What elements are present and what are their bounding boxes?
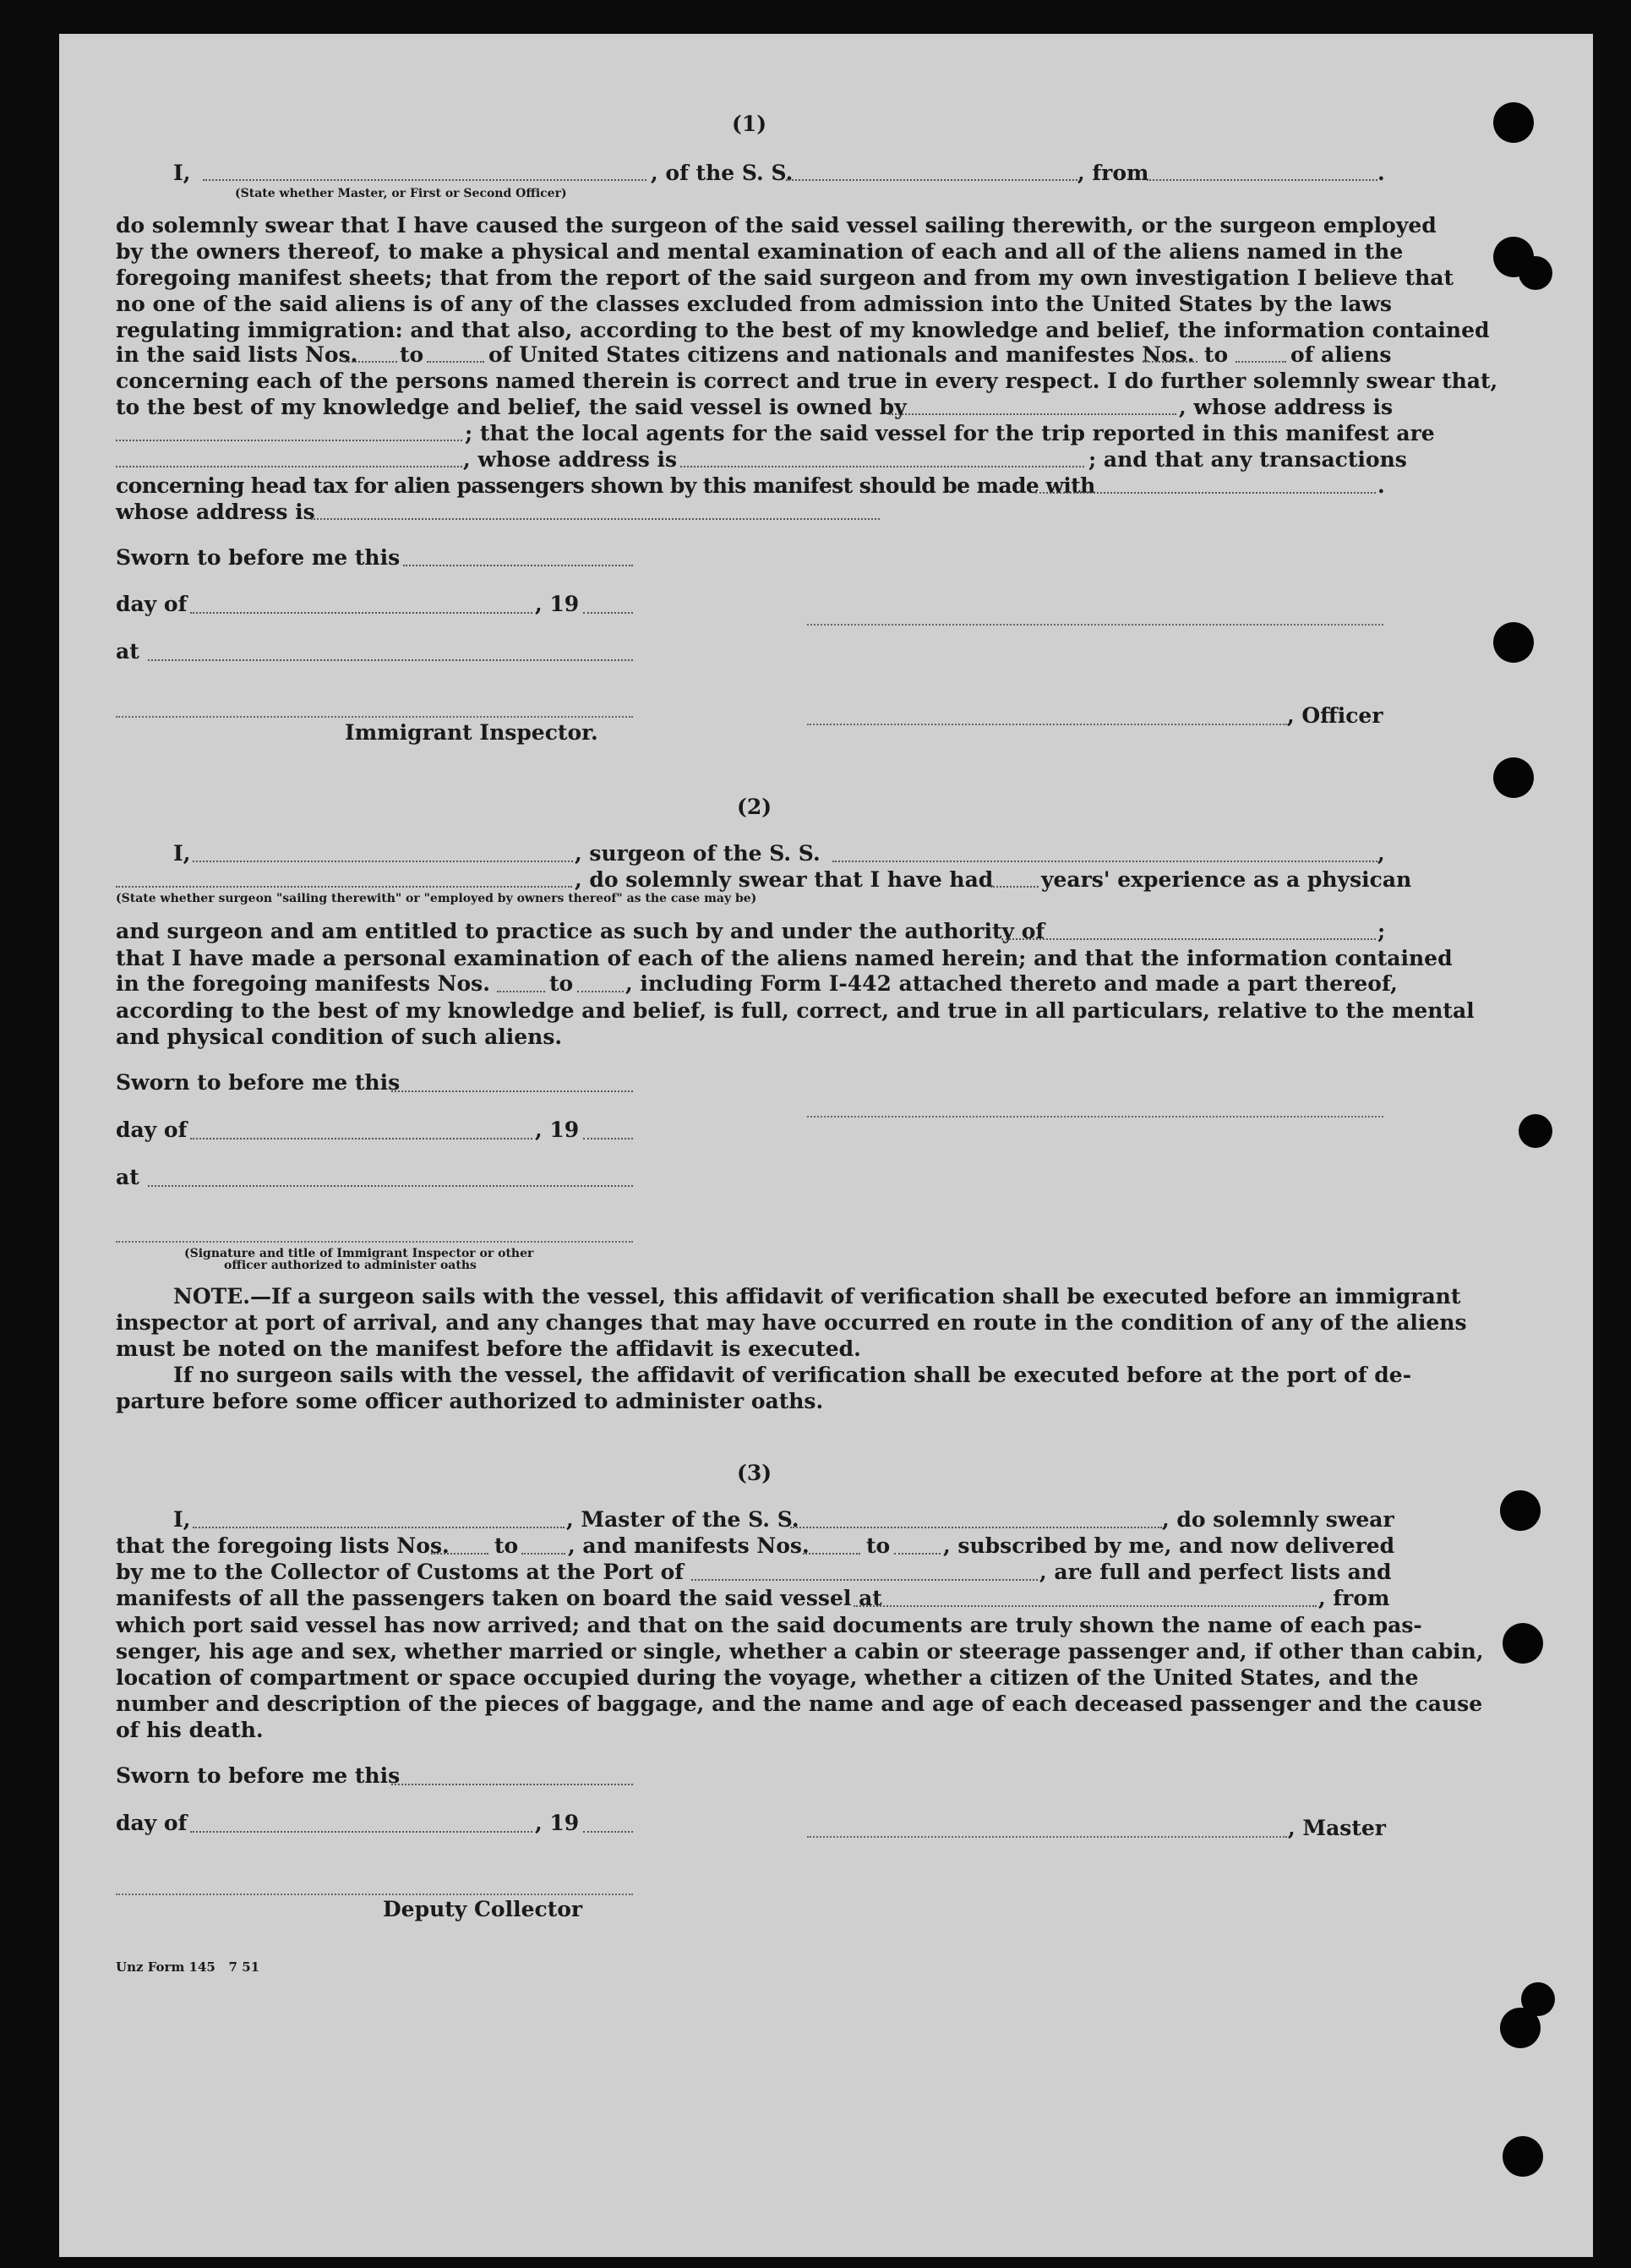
s2-hint: (State whether surgeon "sailing therewith" or "employed by owners thereof" as the case may be) [116, 892, 757, 905]
s2-nineteen: , 19 [535, 1118, 580, 1142]
s3-l2-to2: to [866, 1533, 891, 1558]
s3-i: I, [173, 1507, 191, 1532]
s1-body-line: do solemnly swear that I have caused the surgeon of the said vessel sailing therewith, or the surgeon employed [116, 213, 1437, 238]
s1-nos-b: of United States citizens and nationals and manifestes Nos. [488, 342, 1195, 367]
s3-l3-b: , are full and perfect lists and [1039, 1560, 1392, 1584]
s2-authority-field[interactable] [1001, 938, 1376, 940]
s3-master-label: , Master [1288, 1816, 1386, 1840]
s2-vessel-field[interactable] [832, 861, 1377, 862]
s3-day-field[interactable] [190, 1831, 532, 1833]
s1-officer-field[interactable] [203, 179, 646, 181]
s1-body [116, 212, 1490, 343]
s1-nos-a: in the said lists Nos. [116, 342, 358, 367]
s3-body [116, 1612, 1484, 1743]
s3-swear: , do solemnly swear [1162, 1507, 1394, 1532]
punch-hole [1503, 2136, 1543, 2177]
s3-lists-from-field[interactable] [431, 1553, 488, 1555]
s3-l4-b: , from [1318, 1586, 1390, 1610]
s3-master: , Master of the S. S. [566, 1507, 799, 1532]
s2-l5-to: to [549, 971, 574, 996]
s3-l2-a: that the foregoing lists Nos. [116, 1533, 450, 1558]
s3-body-line: location of compartment or space occupied during the voyage, whether a citizen of the United States, and the [116, 1665, 1419, 1690]
s1-nos-to1: to [400, 342, 424, 367]
s1-headtax: concerning head tax for alien passengers shown by this manifest should be made with [116, 473, 1095, 498]
s2-body-line: that I have made a personal examination of each of the aliens named herein; and that the information contained [116, 946, 1453, 970]
s1-agents: ; that the local agents for the said vessel for the trip reported in this manifest are [465, 421, 1435, 445]
s3-day-of: day of [116, 1811, 188, 1835]
s1-nos-to-field[interactable] [427, 361, 484, 363]
s3-manifests-from-field[interactable] [803, 1553, 860, 1555]
s1-from-field[interactable] [1147, 179, 1377, 181]
s2-sig-hint-1: (Signature and title of Immigrant Inspector or other [184, 1247, 534, 1260]
punch-hole [1493, 622, 1534, 663]
s1-day-of: day of [116, 592, 188, 616]
s1-officer-sig-line[interactable] [807, 624, 1383, 626]
s1-period: . [1377, 161, 1385, 185]
s1-concerning: concerning each of the persons named therein is correct and true in every respect. I do further solemnly swear that, [116, 369, 1498, 393]
s1-at-field[interactable] [148, 659, 633, 661]
s3-l2-b: , and manifests Nos. [568, 1533, 810, 1558]
s2-manifest-from-field[interactable] [497, 991, 545, 992]
s1-inspector: Immigrant Inspector. [345, 720, 598, 745]
s2-l5-b: , including Form I-442 attached thereto and made a part thereof, [625, 971, 1398, 996]
s2-year-field[interactable] [583, 1138, 633, 1139]
s3-year-field[interactable] [583, 1831, 633, 1833]
s2-comma: , [1377, 841, 1385, 866]
s2-day-of: day of [116, 1118, 188, 1142]
s1-officer: , Officer [1287, 703, 1383, 728]
s3-lists-to-field[interactable] [521, 1553, 565, 1555]
s2-i: I, [173, 841, 191, 866]
s3-boarded-at-field[interactable] [854, 1605, 1317, 1607]
s3-master-sig-line[interactable] [807, 1836, 1287, 1838]
s2-manifest-to-field[interactable] [577, 991, 624, 992]
s1-nos-from-field[interactable] [345, 361, 397, 363]
s3-sworn: Sworn to before me this [116, 1763, 401, 1788]
s3-manifests-to-field[interactable] [894, 1553, 941, 1555]
punch-hole [1519, 1114, 1552, 1148]
s2-l3: and surgeon and am entitled to practice as such by and under the authority of [116, 919, 1045, 943]
s2-semicolon: ; [1377, 919, 1386, 943]
s3-body-line: senger, his age and sex, whether married or single, whether a cabin or steerage passenger and, if other than cabin, [116, 1639, 1484, 1664]
note-line: If no surgeon sails with the vessel, the affidavit of verification shall be executed before at the port of de- [173, 1363, 1412, 1387]
form-sheet [59, 34, 1593, 2257]
s2-sworn-field[interactable] [391, 1090, 633, 1092]
s3-master-name-field[interactable] [193, 1527, 565, 1528]
form-number: Unz Form 145 7 51 [116, 1959, 260, 1975]
note-line: parture before some officer authorized to administer oaths. [116, 1389, 824, 1413]
section-1-number: (1) [732, 112, 767, 136]
s1-manifest-to-field[interactable] [1236, 361, 1286, 363]
s2-l4-wrap [116, 945, 1453, 971]
note-line: must be noted on the manifest before the affidavit is executed. [116, 1336, 861, 1361]
s3-deputy: Deputy Collector [383, 1897, 583, 1921]
s1-body-line: foregoing manifest sheets; that from the report of the said surgeon and from my own investigation I believe that [116, 265, 1454, 290]
s3-body-line: of his death. [116, 1718, 264, 1742]
punch-hole [1493, 757, 1534, 798]
s3-l3-a: by me to the Collector of Customs at the Port of [116, 1560, 684, 1584]
s1-owner-field[interactable] [889, 413, 1176, 415]
punch-hole [1493, 102, 1534, 143]
s1-from: , from [1077, 161, 1149, 185]
s3-l2-to1: to [494, 1533, 519, 1558]
s1-nos-to2: to [1204, 342, 1229, 367]
s1-whose-addr: whose address is [116, 500, 315, 524]
s2-at: at [116, 1165, 139, 1189]
s2-sworn: Sworn to before me this [116, 1070, 401, 1095]
s1-officer-name-line[interactable] [807, 724, 1287, 725]
s2-surgeon: , surgeon of the S. S. [575, 841, 821, 866]
s2-at-field[interactable] [148, 1185, 633, 1187]
s2-sig-hint-2: officer authorized to administer oaths [224, 1259, 477, 1272]
punch-hole [1503, 1623, 1543, 1664]
s1-owned-b: , whose address is [1179, 395, 1394, 419]
section-2-number: (2) [737, 795, 772, 819]
s1-headtax-field[interactable] [1035, 492, 1376, 494]
s1-sworn-field[interactable] [403, 565, 633, 566]
s1-owned-a: to the best of my knowledge and belief, the said vessel is owned by [116, 395, 907, 419]
s3-l2-c: , subscribed by me, and now delivered [943, 1533, 1395, 1558]
s2-body-line: and physical condition of such aliens. [116, 1025, 563, 1049]
s1-headtax-period: . [1377, 473, 1385, 498]
s1-sworn: Sworn to before me this [116, 545, 401, 570]
s1-whose-a: , whose address is [463, 447, 678, 472]
s2-swear: , do solemnly swear that I have had [575, 867, 994, 892]
s1-whose-b: ; and that any transactions [1088, 447, 1407, 472]
s1-day-field[interactable] [190, 612, 532, 614]
s3-vessel-field[interactable] [790, 1527, 1162, 1528]
s1-manifest-from-field[interactable] [1143, 361, 1197, 363]
s2-body-line: according to the best of my knowledge and belief, is full, correct, and true in all particulars, relative to the mental [116, 998, 1475, 1023]
punch-hole [1519, 256, 1552, 290]
s1-hint: (State whether Master, or First or Second Officer) [235, 187, 567, 200]
s1-vessel-field[interactable] [786, 179, 1077, 181]
s2-sailing-field[interactable] [116, 886, 572, 888]
s1-body-line: regulating immigration: and that also, according to the best of my knowledge and belief, the information contained [116, 318, 1490, 342]
s1-body-line: no one of the said aliens is of any of the classes excluded from admission into the United States by the laws [116, 292, 1392, 316]
s2-note [116, 1283, 1467, 1414]
s3-port-field[interactable] [691, 1579, 1038, 1581]
s2-l5-a: in the foregoing manifests Nos. [116, 971, 490, 996]
s1-owner-address-field[interactable] [116, 440, 462, 441]
s2-years: years' experience as a physican [1041, 867, 1412, 892]
s1-agents-field[interactable] [116, 466, 462, 467]
s2-l6-wrap [116, 997, 1475, 1050]
punch-hole [1500, 1490, 1541, 1531]
note-line: inspector at port of arrival, and any changes that may have occurred en route in the condition of any of the aliens [116, 1310, 1467, 1335]
s3-deputy-sig-line[interactable] [116, 1894, 633, 1895]
note-line: NOTE.—If a surgeon sails with the vessel, this affidavit of verification shall be executed before an immigrant [173, 1284, 1461, 1309]
s1-of-ss: , of the S. S. [651, 161, 794, 185]
s2-years-field[interactable] [990, 886, 1039, 888]
s3-body-line: number and description of the pieces of baggage, and the name and age of each deceased passenger and the cause [116, 1691, 1483, 1716]
s3-nineteen: , 19 [535, 1811, 580, 1835]
punch-hole [1500, 2008, 1541, 2048]
s1-year-field[interactable] [583, 612, 633, 614]
s1-nineteen: , 19 [535, 592, 580, 616]
s2-day-field[interactable] [190, 1138, 532, 1139]
s2-surgeon-name-field[interactable] [193, 861, 573, 862]
s3-sworn-field[interactable] [391, 1784, 633, 1785]
s2-inspector-sig-line[interactable] [116, 1241, 633, 1243]
s1-inspector-sig-line[interactable] [116, 716, 633, 718]
s1-nos-c: of aliens [1290, 342, 1392, 367]
section-3-number: (3) [737, 1461, 772, 1485]
s1-i: I, [173, 161, 191, 185]
s1-body-line: by the owners thereof, to make a physical and mental examination of each and all of the aliens named in the [116, 239, 1404, 264]
s3-body-line: which port said vessel has now arrived; and that on the said documents are truly shown the name of each pas- [116, 1613, 1422, 1637]
s1-at: at [116, 639, 139, 664]
s1-agents-address-field[interactable] [680, 466, 1084, 467]
s3-l4-a: manifests of all the passengers taken on board the said vessel at [116, 1586, 882, 1610]
s1-headtax-address-field[interactable] [311, 518, 880, 520]
s2-surgeon-sig-line[interactable] [807, 1116, 1383, 1118]
